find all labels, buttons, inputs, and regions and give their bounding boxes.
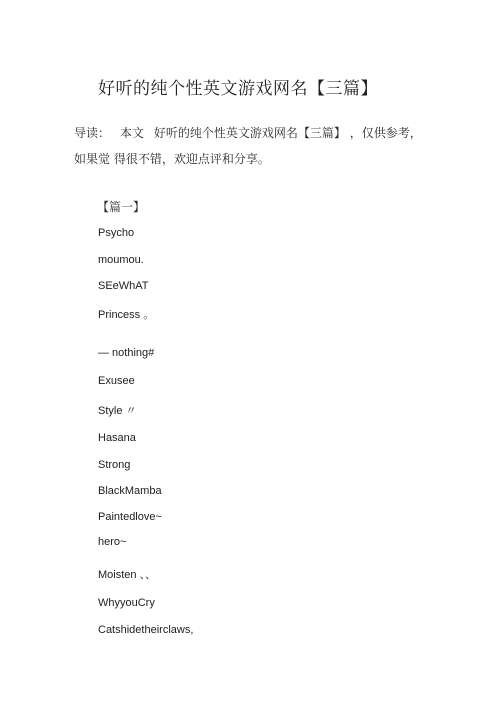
name-item: Strong <box>98 459 131 471</box>
name-item: moumou. <box>98 254 144 266</box>
intro-label: 导读： <box>74 126 111 140</box>
intro-text-2: 好听的纯个性英文游戏网名【三篇】 <box>153 126 346 140</box>
intro-text-3: ，仅供参考，如果觉 <box>74 126 422 166</box>
name-item: WhyyouCry <box>98 597 155 609</box>
name-item: Princess 。 <box>98 309 155 321</box>
section-heading: 【篇一】 <box>97 200 146 214</box>
name-item: Hasana <box>98 432 136 444</box>
name-item: SEeWhAT <box>98 280 149 292</box>
name-item: — nothing# <box>98 347 155 359</box>
name-item: Catshidetheirclaws, <box>98 624 194 636</box>
name-item: Style 〃 <box>98 405 137 417</box>
name-item: Exusee <box>98 375 135 387</box>
document-title: 好听的纯个性英文游戏网名【三篇】 <box>98 79 378 99</box>
name-item: Moisten 、、 <box>98 569 157 581</box>
intro-paragraph <box>74 120 430 172</box>
intro-text-1: 本文 <box>120 126 145 140</box>
name-item: BlackMamba <box>98 485 162 497</box>
name-item: Psycho <box>98 227 135 239</box>
name-item: hero~ <box>98 536 127 548</box>
name-item: Paintedlove~ <box>98 511 162 523</box>
intro-text-4: 得很不错，欢迎点评和分享。 <box>113 152 270 166</box>
